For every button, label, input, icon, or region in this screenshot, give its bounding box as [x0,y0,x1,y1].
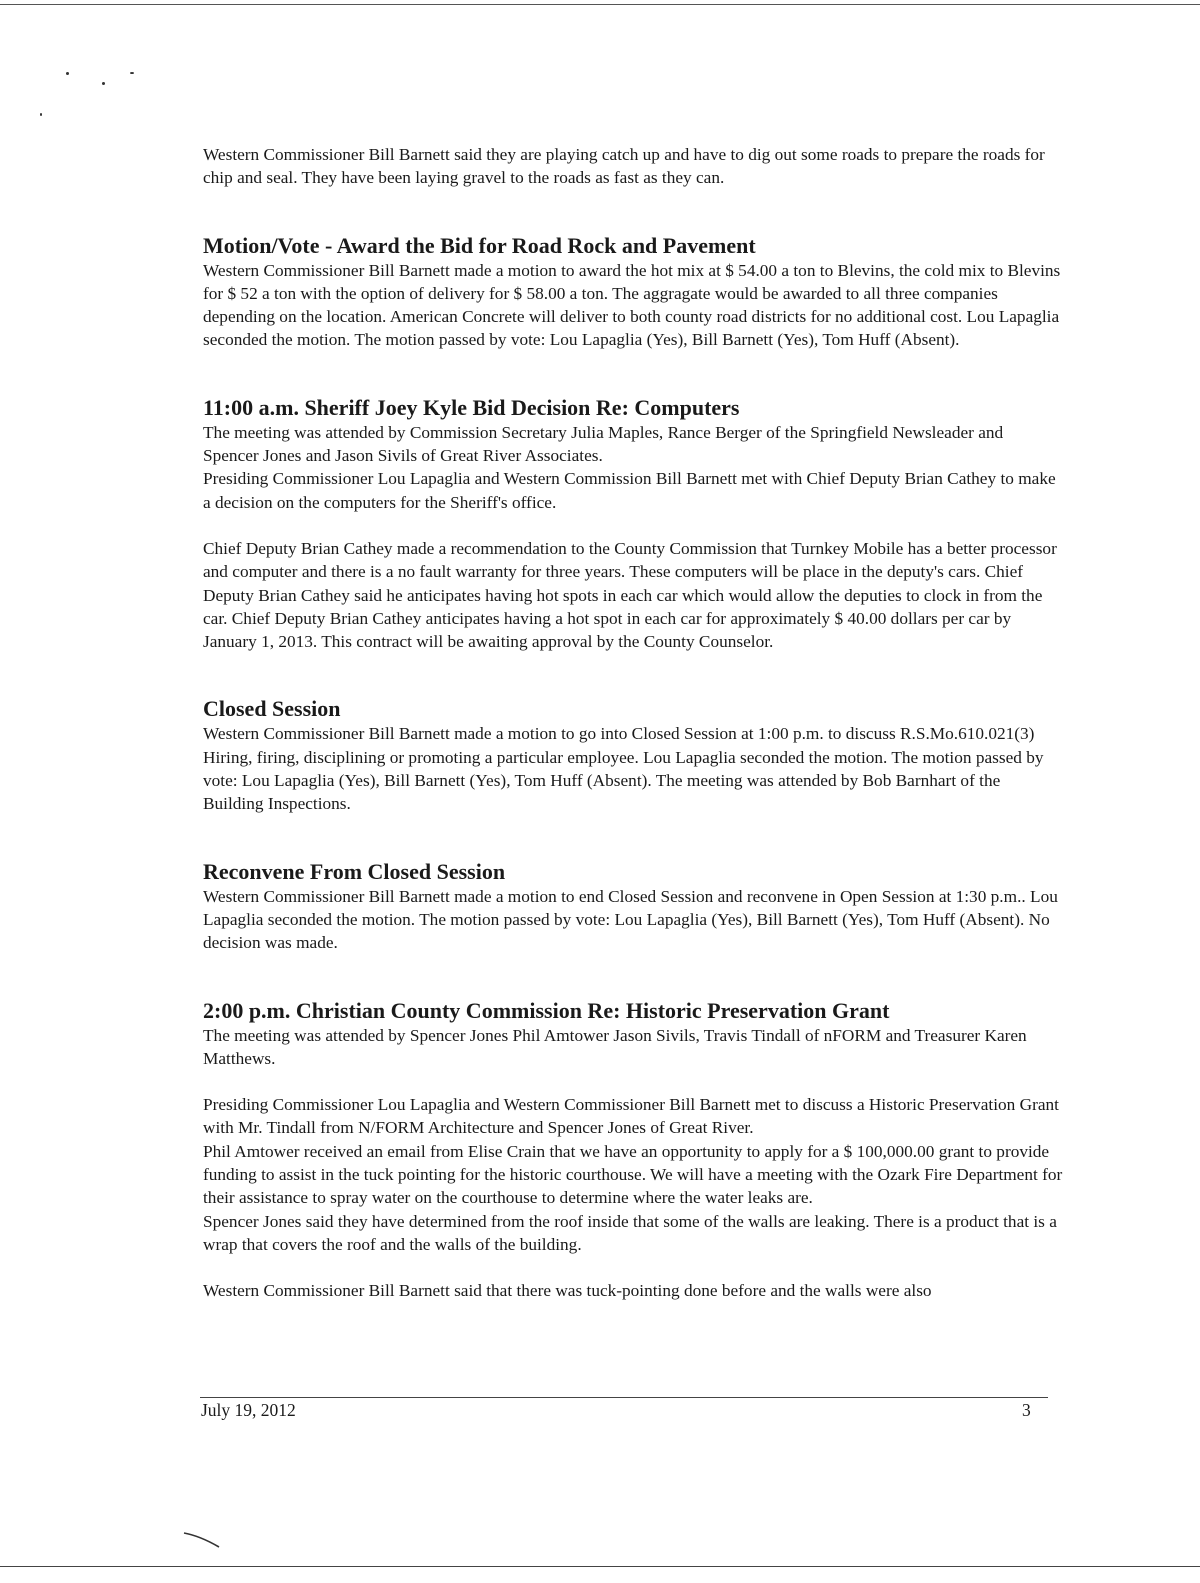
page-number: 3 [1022,1400,1031,1420]
scan-top-edge [0,4,1200,5]
section-road-work [203,143,1063,190]
paragraph: Spencer Jones said they have determined from the roof inside that some of the walls are leaking. There is a product that is a wrap that covers the roof and the walls of the building. [203,1211,1057,1254]
section-historic-preservation [203,998,1063,1303]
paragraph: Western Commissioner Bill Barnett made a motion to end Closed Session and reconvene in Open Session at 1:30 p.m.. Lou Lapaglia seconded the motion. The motion passed by vote: Lou Lapaglia (Yes), Bill Barnett (Yes), Tom Huff (Absent). No decision was made. [203,886,1058,953]
footer-rule [200,1397,1048,1398]
paragraph: Western Commissioner Bill Barnett made a motion to award the hot mix at $ 54.00 a ton to Blevins, the cold mix to Blevins for $ 52 a ton with the option of delivery for $ 58.00 a ton. The aggragate would be awarded to all three companies depending on the location. American Concrete will deliver to both county road districts for no additional cost. Lou Lapaglia seconded the motion. The motion passed by vote: Lou Lapaglia (Yes), Bill Barnett (Yes), Tom Huff (Absent). [203,260,1061,350]
footer-date: July 19, 2012 [201,1400,296,1420]
minutes-body [203,143,1063,1303]
paragraph: Presiding Commissioner Lou Lapaglia and Western Commissioner Bill Barnett met to discuss a Historic Preservation Grant with Mr. Tindall from N/FORM Architecture and Spencer Jones of Great River. [203,1095,1059,1138]
section-heading: Reconvene From Closed Session [203,858,506,884]
section-heading: 2:00 p.m. Christian County Commission Re: Historic Preservation Grant [203,997,890,1023]
paragraph: Phil Amtower received an email from Elise Crain that we have an opportunity to apply for a $ 100,000.00 grant to provide funding to assist in the tuck pointing for the historic courthouse. We will have a meeting with the Ozark Fire Department for their assistance to spray water on the courthouse to determine where the water leaks are. [203,1141,1063,1208]
paragraph: The meeting was attended by Spencer Jones Phil Amtower Jason Sivils, Travis Tindall of nFORM and Treasurer Karen Matthews. [203,1025,1027,1068]
paragraph: Presiding Commissioner Lou Lapaglia and Western Commission Bill Barnett met with Chief Deputy Brian Cathey to make a decision on the computers for the Sheriff's office. [203,469,1056,512]
scan-speck [40,113,42,116]
section-heading: 11:00 a.m. Sheriff Joey Kyle Bid Decision Re: Computers [203,394,740,420]
paragraph: Western Commissioner Bill Barnett said that there was tuck-pointing done before and the walls were also [203,1281,932,1301]
paragraph: Chief Deputy Brian Cathey made a recommendation to the County Commission that Turnkey Mobile has a better processor and computer and there is a no fault warranty for three years. These computers will be place in the deputy's cars. Chief Deputy Brian Cathey said he anticipates having hot spots in each car which would allow the deputies to clock in from the car. Chief Deputy Brian Cathey anticipates having a hot spot in each car for approximately $ 40.00 dollars per car by January 1, 2013. This contract will be awaiting approval by the County Counselor. [203,538,1057,652]
section-road-rock-bid [203,233,1063,352]
scan-speck [66,72,69,75]
section-closed-session [203,696,1063,815]
scan-stray-mark [183,1531,223,1549]
paragraph: The meeting was attended by Commission Secretary Julia Maples, Rance Berger of the Springfield Newsleader and Spencer Jones and Jason Sivils of Great River Associates. [203,422,1004,466]
section-heading: Closed Session [203,696,341,722]
section-heading: Motion/Vote - Award the Bid for Road Rock and Pavement [203,232,756,258]
paragraph: Western Commissioner Bill Barnett said they are playing catch up and have to dig out some roads to prepare the roads for chip and seal. They have been laying gravel to the roads as fast as they can. [203,145,1045,188]
scan-bottom-edge [0,1566,1200,1567]
section-sheriff-computers [203,395,1063,654]
scan-speck [102,82,105,85]
paragraph: Western Commissioner Bill Barnett made a motion to go into Closed Session at 1:00 p.m. to discuss R.S.Mo.610.021(3) Hiring, firing, disciplining or promoting a particular employee. Lou Lapaglia seconded the motion. The motion passed by vote: Lou Lapaglia (Yes), Bill Barnett (Yes), Tom Huff (Absent). The meeting was attended by Bob Barnhart of the Building Inspections. [203,724,1044,814]
section-reconvene [203,859,1063,955]
scan-speck [130,72,134,74]
